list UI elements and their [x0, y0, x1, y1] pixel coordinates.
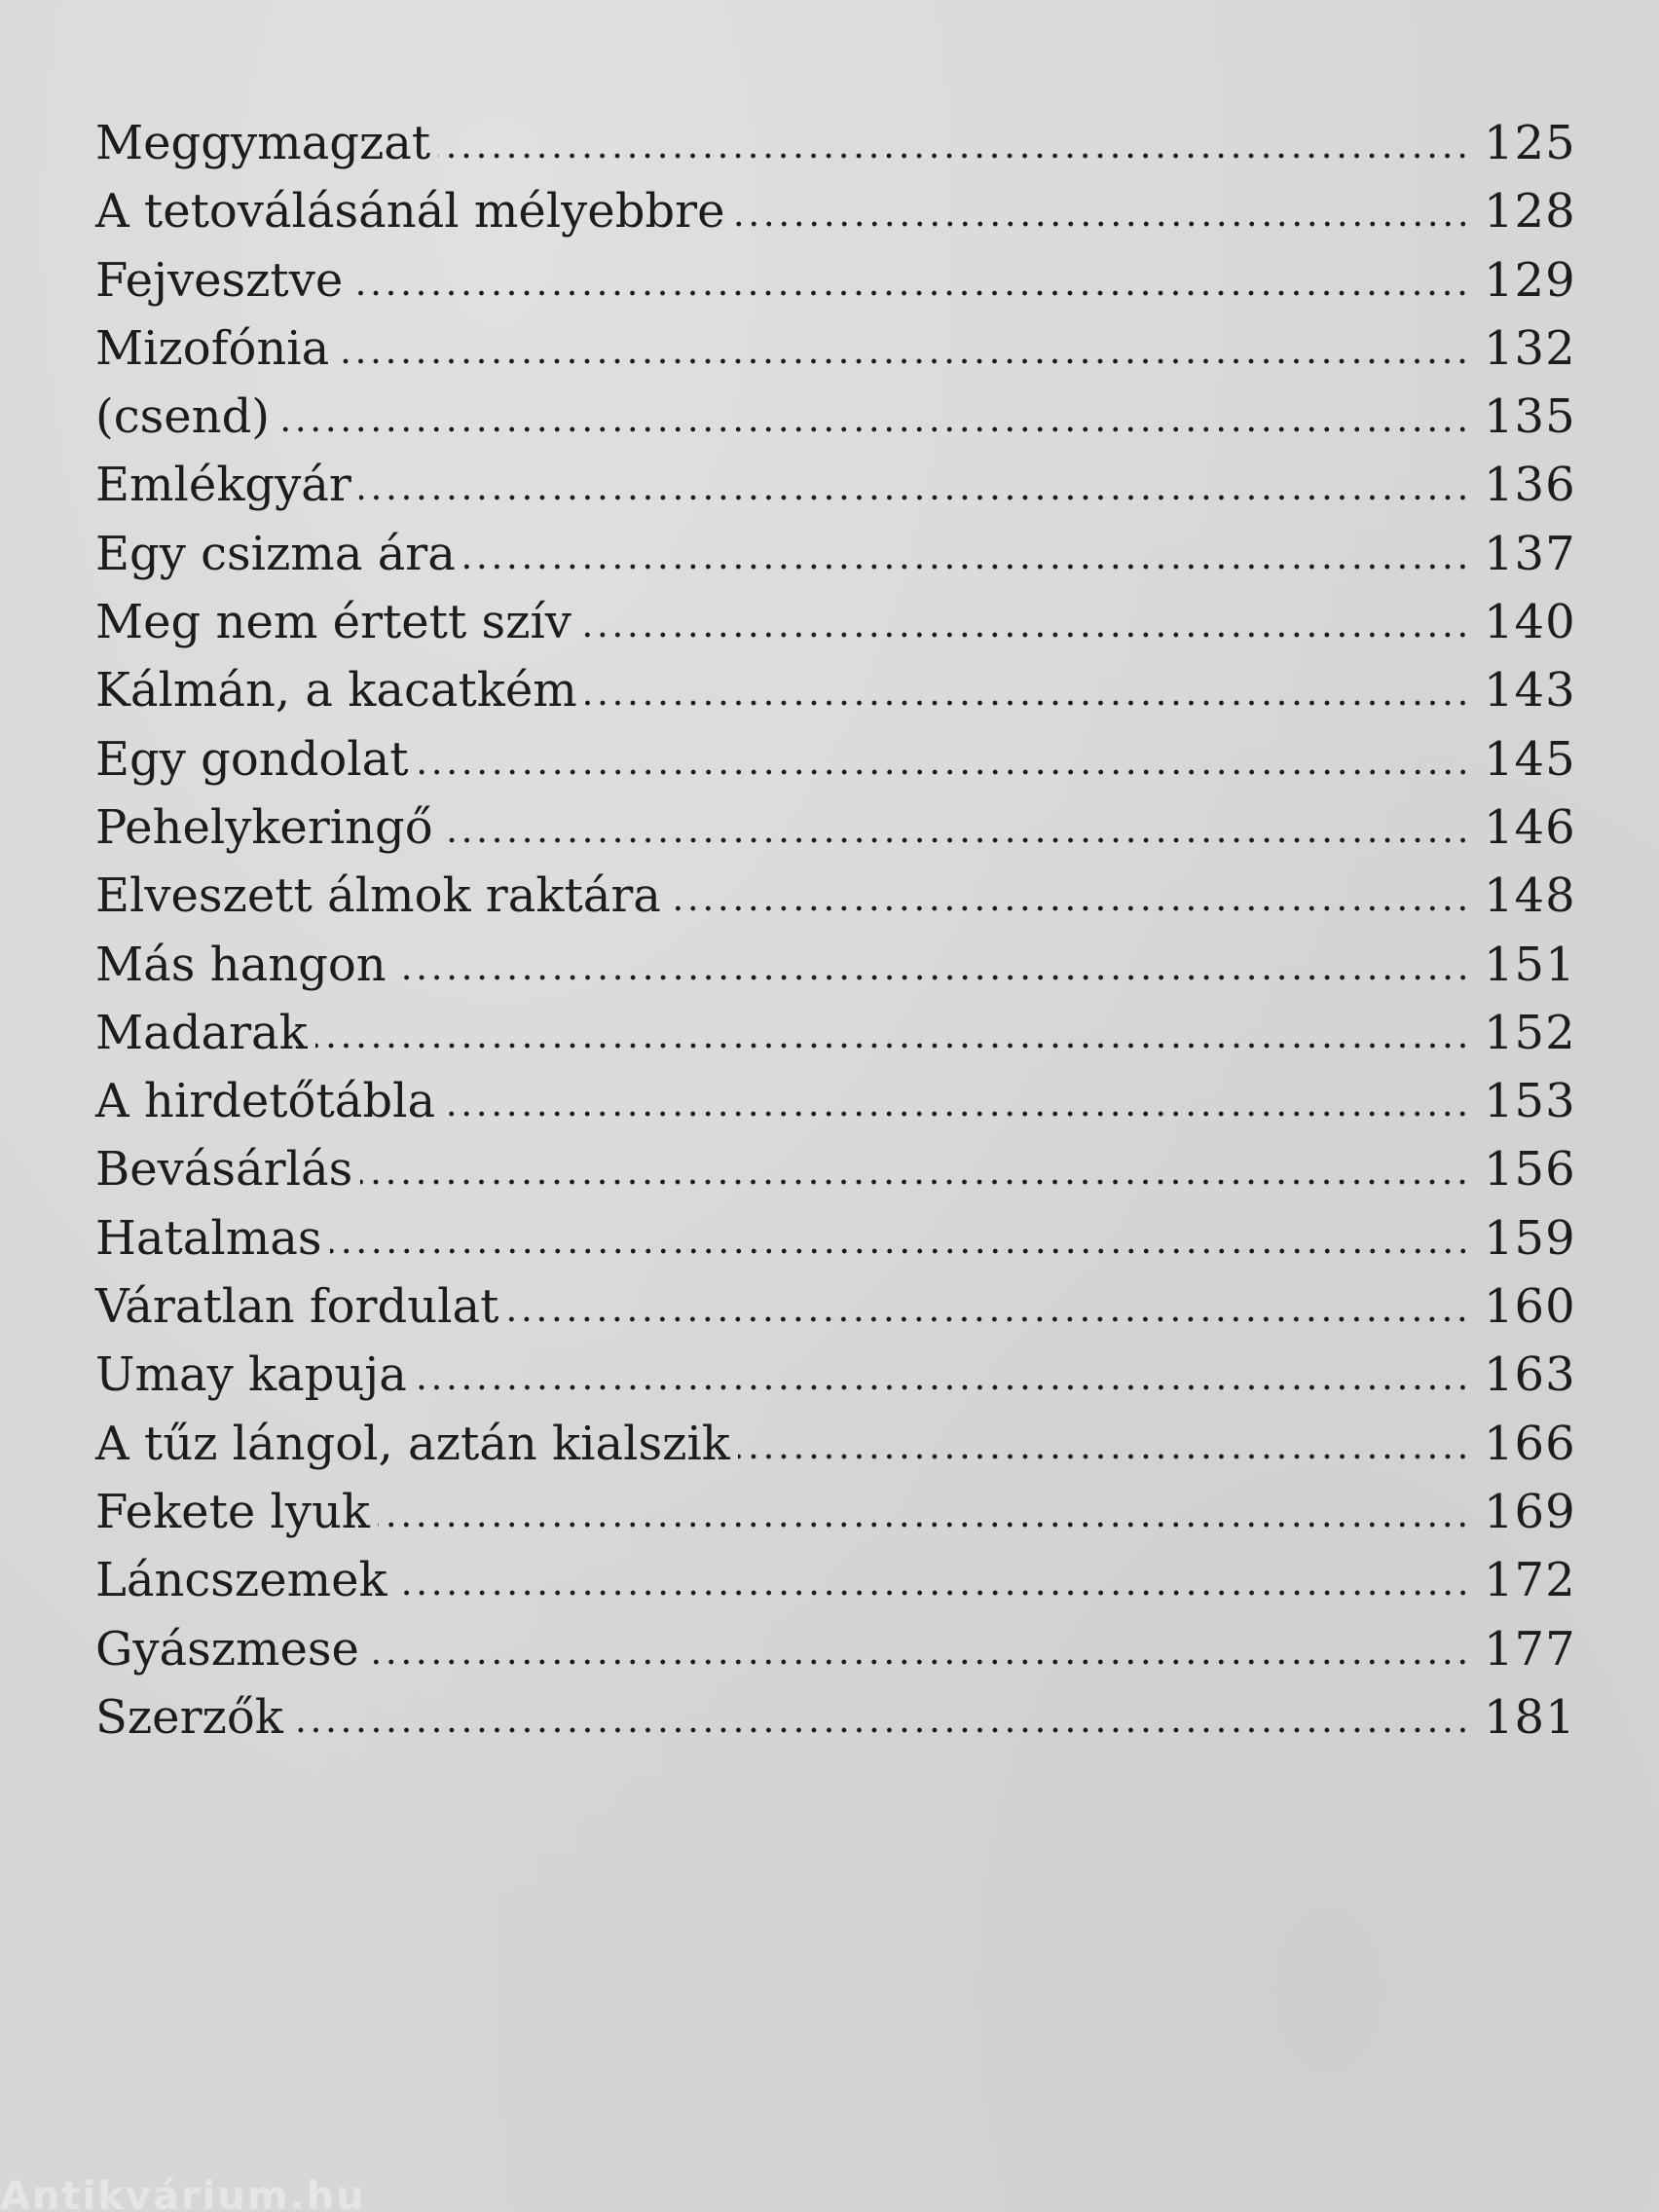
dot-leader	[669, 905, 1470, 911]
toc-entry-page-number: 156	[1484, 1142, 1576, 1198]
toc-entry	[95, 1272, 1576, 1341]
toc-entry-page-number: 177	[1484, 1621, 1576, 1677]
toc-entry-title: (csend)	[95, 389, 271, 445]
toc-entry	[95, 1546, 1576, 1614]
toc-entry-page-number: 181	[1484, 1689, 1576, 1745]
toc-entry-page-number: 125	[1484, 116, 1576, 170]
toc-entry	[95, 588, 1576, 656]
toc-entry	[95, 109, 1576, 177]
toc-entry-title: Láncszemek	[95, 1553, 387, 1608]
toc-entry-page-number: 159	[1484, 1210, 1576, 1266]
dot-leader	[367, 1659, 1470, 1665]
toc-entry	[95, 1410, 1576, 1478]
toc-entry-title: Egy csizma ára	[95, 526, 456, 581]
toc-entry-page-number: 152	[1484, 1005, 1576, 1060]
dot-leader	[438, 153, 1470, 159]
toc-entry-page-number: 140	[1484, 595, 1576, 650]
toc-entry-page-number: 132	[1484, 320, 1576, 376]
dot-leader	[330, 1248, 1471, 1254]
toc-entry-title: Meg nem értett szív	[95, 595, 571, 650]
toc-entry-page-number: 160	[1484, 1279, 1576, 1335]
toc-entry	[95, 1204, 1576, 1272]
dot-leader	[394, 975, 1470, 980]
dot-leader	[415, 1384, 1470, 1390]
dot-leader	[378, 1522, 1470, 1528]
toc-entry-title: Madarak	[95, 1005, 308, 1060]
toc-entry	[95, 1683, 1576, 1751]
toc-entry-page-number: 145	[1484, 731, 1576, 787]
table-of-contents	[95, 109, 1576, 1751]
toc-entry	[95, 1341, 1576, 1409]
toc-entry-title: Bevásárlás	[95, 1142, 353, 1198]
toc-entry-title: Kálmán, a kacatkém	[95, 663, 577, 719]
toc-entry-title: Emlékgyár	[95, 458, 351, 513]
toc-entry-page-number: 169	[1484, 1484, 1576, 1539]
toc-entry-title: Szerzők	[95, 1689, 283, 1745]
toc-entry-page-number: 148	[1484, 868, 1576, 924]
toc-entry	[95, 725, 1576, 793]
toc-entry-title: Umay kapuja	[95, 1347, 407, 1403]
toc-entry-title: Elveszett álmok raktára	[95, 868, 661, 924]
dot-leader	[443, 1111, 1470, 1117]
toc-entry-title: Meggymagzat	[95, 116, 431, 170]
toc-entry	[95, 999, 1576, 1067]
toc-entry-page-number: 143	[1484, 663, 1576, 719]
watermark-text: Antikvárium.hu	[0, 2177, 366, 2212]
toc-entry-title: Mizofónia	[95, 320, 330, 376]
toc-entry	[95, 1478, 1576, 1546]
toc-entry-page-number: 151	[1484, 937, 1576, 992]
toc-entry	[95, 656, 1576, 724]
toc-entry-page-number: 172	[1484, 1553, 1576, 1608]
dot-leader	[506, 1316, 1470, 1322]
toc-entry-page-number: 136	[1484, 458, 1576, 513]
dot-leader	[277, 426, 1470, 432]
toc-entry-page-number: 128	[1484, 184, 1576, 240]
toc-entry-page-number: 146	[1484, 799, 1576, 855]
dot-leader	[337, 358, 1470, 364]
toc-entry	[95, 383, 1576, 451]
dot-leader	[291, 1727, 1470, 1733]
toc-entry	[95, 793, 1576, 862]
toc-entry	[95, 1067, 1576, 1135]
dot-leader	[463, 564, 1470, 570]
toc-entry	[95, 451, 1576, 519]
toc-entry-page-number: 163	[1484, 1347, 1576, 1403]
toc-entry-page-number: 166	[1484, 1416, 1576, 1471]
toc-entry-title: Fejvesztve	[95, 252, 344, 308]
toc-entry-title: Pehelykeringő	[95, 799, 433, 855]
toc-entry-page-number: 135	[1484, 389, 1576, 445]
toc-entry	[95, 177, 1576, 245]
toc-entry-page-number: 129	[1484, 252, 1576, 308]
toc-entry-title: Egy gondolat	[95, 731, 409, 787]
toc-entry	[95, 931, 1576, 999]
toc-entry	[95, 862, 1576, 930]
toc-entry	[95, 314, 1576, 383]
toc-entry-title: A tűz lángol, aztán kialszik	[95, 1416, 730, 1471]
toc-entry	[95, 520, 1576, 588]
toc-entry	[95, 1135, 1576, 1203]
dot-leader	[359, 495, 1470, 500]
dot-leader	[733, 221, 1471, 227]
dot-leader	[350, 290, 1470, 296]
dot-leader	[360, 1179, 1470, 1185]
dot-leader	[395, 1590, 1470, 1596]
toc-entry	[95, 1615, 1576, 1683]
toc-entry-title: A hirdetőtábla	[95, 1074, 436, 1129]
toc-entry-title: Fekete lyuk	[95, 1484, 370, 1539]
dot-leader	[585, 700, 1470, 706]
dot-leader	[579, 632, 1470, 638]
dot-leader	[441, 837, 1470, 843]
toc-entry-title: Más hangon	[95, 937, 387, 992]
dot-leader	[738, 1454, 1470, 1459]
toc-entry-page-number: 137	[1484, 526, 1576, 581]
toc-entry-title: A tetoválásánál mélyebbre	[95, 184, 725, 240]
toc-entry-page-number: 153	[1484, 1074, 1576, 1129]
toc-entry-title: Hatalmas	[95, 1210, 322, 1266]
toc-entry-title: Gyászmese	[95, 1621, 359, 1677]
toc-entry	[95, 246, 1576, 314]
dot-leader	[417, 769, 1470, 775]
toc-entry-title: Váratlan fordulat	[95, 1279, 499, 1335]
dot-leader	[315, 1043, 1470, 1049]
